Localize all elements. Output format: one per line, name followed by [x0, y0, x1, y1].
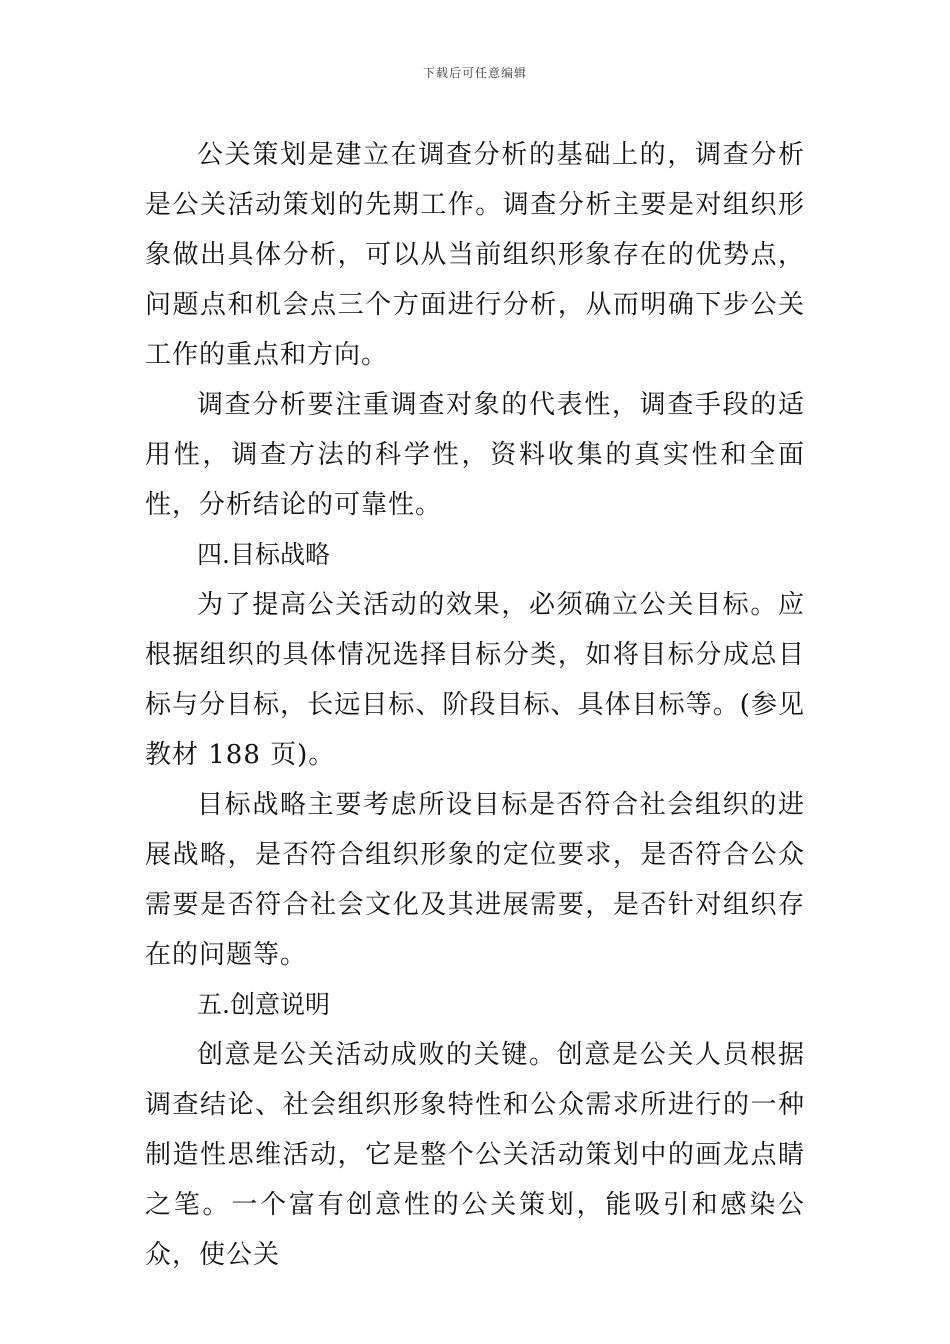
paragraph-research-requirements: 调查分析要注重调查对象的代表性，调查手段的适用性，调查方法的科学性，资料收集的真实性和全面性，分析结论的可靠性。: [145, 390, 805, 520]
paragraph-creativity: 创意是公关活动成败的关键。创意是公关人员根据调查结论、社会组织形象特性和公众需求所进行的一种制造性思维活动，它是整个公关活动策划中的画龙点睛之笔。一个富有创意性的公关策划，能吸引和感染公众，使公关: [145, 1040, 805, 1270]
paragraph-goal-considerations: 目标战略主要考虑所设目标是否符合社会组织的进展战略，是否符合组织形象的定位要求，是否符合公众需要是否符合社会文化及其进展需要，是否针对组织存在的问题等。: [145, 790, 805, 970]
paragraph-research-analysis: 公关策划是建立在调查分析的基础上的，调查分析是公关活动策划的先期工作。调查分析主要是对组织形象做出具体分析，可以从当前组织形象存在的优势点，问题点和机会点三个方面进行分析，从而明确下步公关工作的重点和方向。: [145, 140, 805, 370]
page-header: 下载后可任意编辑: [422, 66, 527, 80]
section-heading-goal-strategy: 四.目标战略: [197, 540, 330, 569]
section-heading-creative-description: 五.创意说明: [197, 990, 330, 1019]
document-body: [145, 130, 805, 1280]
paragraph-goal-setting: 为了提高公关活动的效果，必须确立公关目标。应根据组织的具体情况选择目标分类，如将目标分成总目标与分目标，长远目标、阶段目标、具体目标等。(参见教材 188 页)。: [145, 590, 805, 770]
